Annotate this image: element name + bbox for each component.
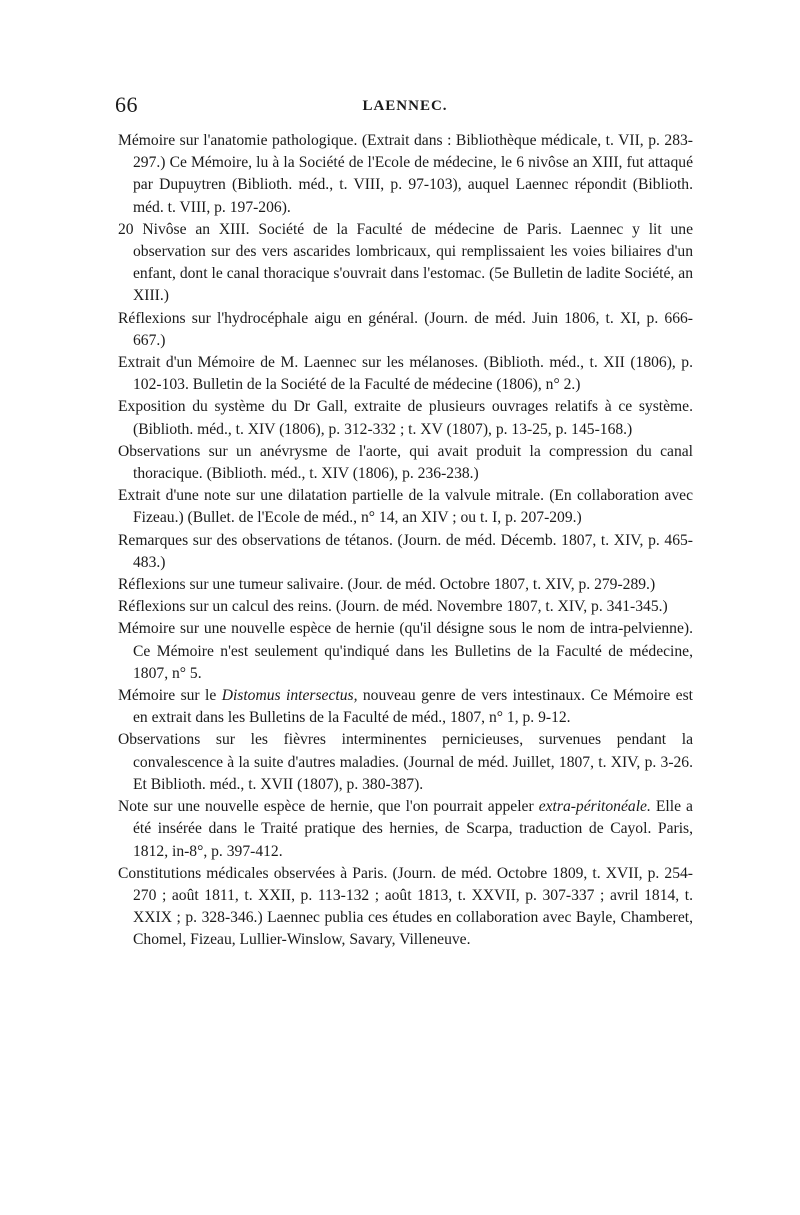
bibliography-entry xyxy=(118,796,693,863)
entry-text: Mémoire sur le xyxy=(118,687,222,705)
bibliography-entry: Observations sur les fièvres interminentes pernicieuses, survenues pendant la convalescence à la suite d'autres maladies. (Journal de méd. Juillet, 1807, t. XIV, p. 3-26. Et Biblioth. méd., t. XVII (1807), p. 380-387). xyxy=(118,731,693,793)
bibliography-entry: Extrait d'une note sur une dilatation partielle de la valvule mitrale. (En collaboration avec Fizeau.) (Bullet. de l'Ecole de méd., n° 14, an XIV ; ou t. I, p. 207-209.) xyxy=(118,487,693,527)
bibliography-entry: Réflexions sur une tumeur salivaire. (Jour. de méd. Octobre 1807, t. XIV, p. 279-289.) xyxy=(118,576,656,594)
bibliography-list xyxy=(118,130,693,952)
bibliography-entry: Extrait d'un Mémoire de M. Laennec sur les mélanoses. (Biblioth. méd., t. XII (1806), p. 102-103. Bulletin de la Société de la Faculté de médecine (1806), n° 2.) xyxy=(118,354,693,394)
bibliography-entry: Mémoire sur l'anatomie pathologique. (Extrait dans : Bibliothèque médicale, t. VII, p. 283-297.) Ce Mémoire, lu à la Société de l'Ecole de médecine, le 6 nivôse an XIII, fut attaqué par Dupuytren (Biblioth. méd., t. VIII, p. 97-103), auquel Laennec répondit (Biblioth. méd. t. VIII, p. 197-206). xyxy=(118,132,693,216)
entry-italic-text: extra-péritonéale. xyxy=(538,798,651,816)
page-number: 66 xyxy=(115,92,138,117)
bibliography-entry xyxy=(118,685,693,729)
entry-italic-text: Distomus intersectus, xyxy=(221,687,358,705)
bibliography-entry: Réflexions sur un calcul des reins. (Journ. de méd. Novembre 1807, t. XIV, p. 341-345.) xyxy=(118,598,668,616)
entry-text: nouveau genre de vers intestinaux. Ce Mémoire est en extrait dans les Bulletins de la Faculté de méd., 1807, n° 1, p. 9-12. xyxy=(133,687,693,727)
running-head: LAENNEC. xyxy=(362,98,448,114)
page-header xyxy=(115,92,695,122)
bibliography-entry: Remarques sur des observations de tétanos. (Journ. de méd. Décemb. 1807, t. XIV, p. 465-483.) xyxy=(118,531,693,571)
bibliography-entry: 20 Nivôse an XIII. Société de la Faculté de médecine de Paris. Laennec y lit une observation sur des vers ascarides lombricaux, qui remplissaient les voies biliaires d'un enfant, dont le canal thoracique s'ouvrait dans l'estomac. (5e Bulletin de ladite Société, an XIII.) xyxy=(118,220,693,305)
entry-text: Note sur une nouvelle espèce de hernie, que l'on pourrait appeler xyxy=(118,798,539,816)
bibliography-entry: Mémoire sur une nouvelle espèce de hernie (qu'il désigne sous le nom de intra-pelvienne). Ce Mémoire n'est seulement qu'indiqué dans les Bulletins de la Faculté de médecine, 1807, n° 5. xyxy=(118,620,693,682)
bibliography-entry: Réflexions sur l'hydrocéphale aigu en général. (Journ. de méd. Juin 1806, t. XI, p. 666-667.) xyxy=(118,309,693,349)
bibliography-entry: Exposition du système du Dr Gall, extraite de plusieurs ouvrages relatifs à ce système. (Biblioth. méd., t. XIV (1806), p. 312-332 ; t. XV (1807), p. 13-25, p. 145-168.) xyxy=(118,398,693,438)
bibliography-entry: Constitutions médicales observées à Paris. (Journ. de méd. Octobre 1809, t. XVII, p. 254-270 ; août 1811, t. XXII, p. 113-132 ; août 1813, t. XXVII, p. 307-337 ; avril 1814, t. XXIX ; p. 328-346.) Laennec publia ces études en collaboration avec Bayle, Chamberet, Chomel, Fizeau, Lullier-Winslow, Savary, Villeneuve. xyxy=(118,864,693,949)
bibliography-entry: Observations sur un anévrysme de l'aorte, qui avait produit la compression du canal thoracique. (Biblioth. méd., t. XIV (1806), p. 236-238.) xyxy=(118,442,693,483)
entry-text: Elle a été insérée dans le Traité pratique des hernies, de Scarpa, traduction de Cayol. Paris, 1812, in-8°, p. 397-412. xyxy=(133,798,693,860)
